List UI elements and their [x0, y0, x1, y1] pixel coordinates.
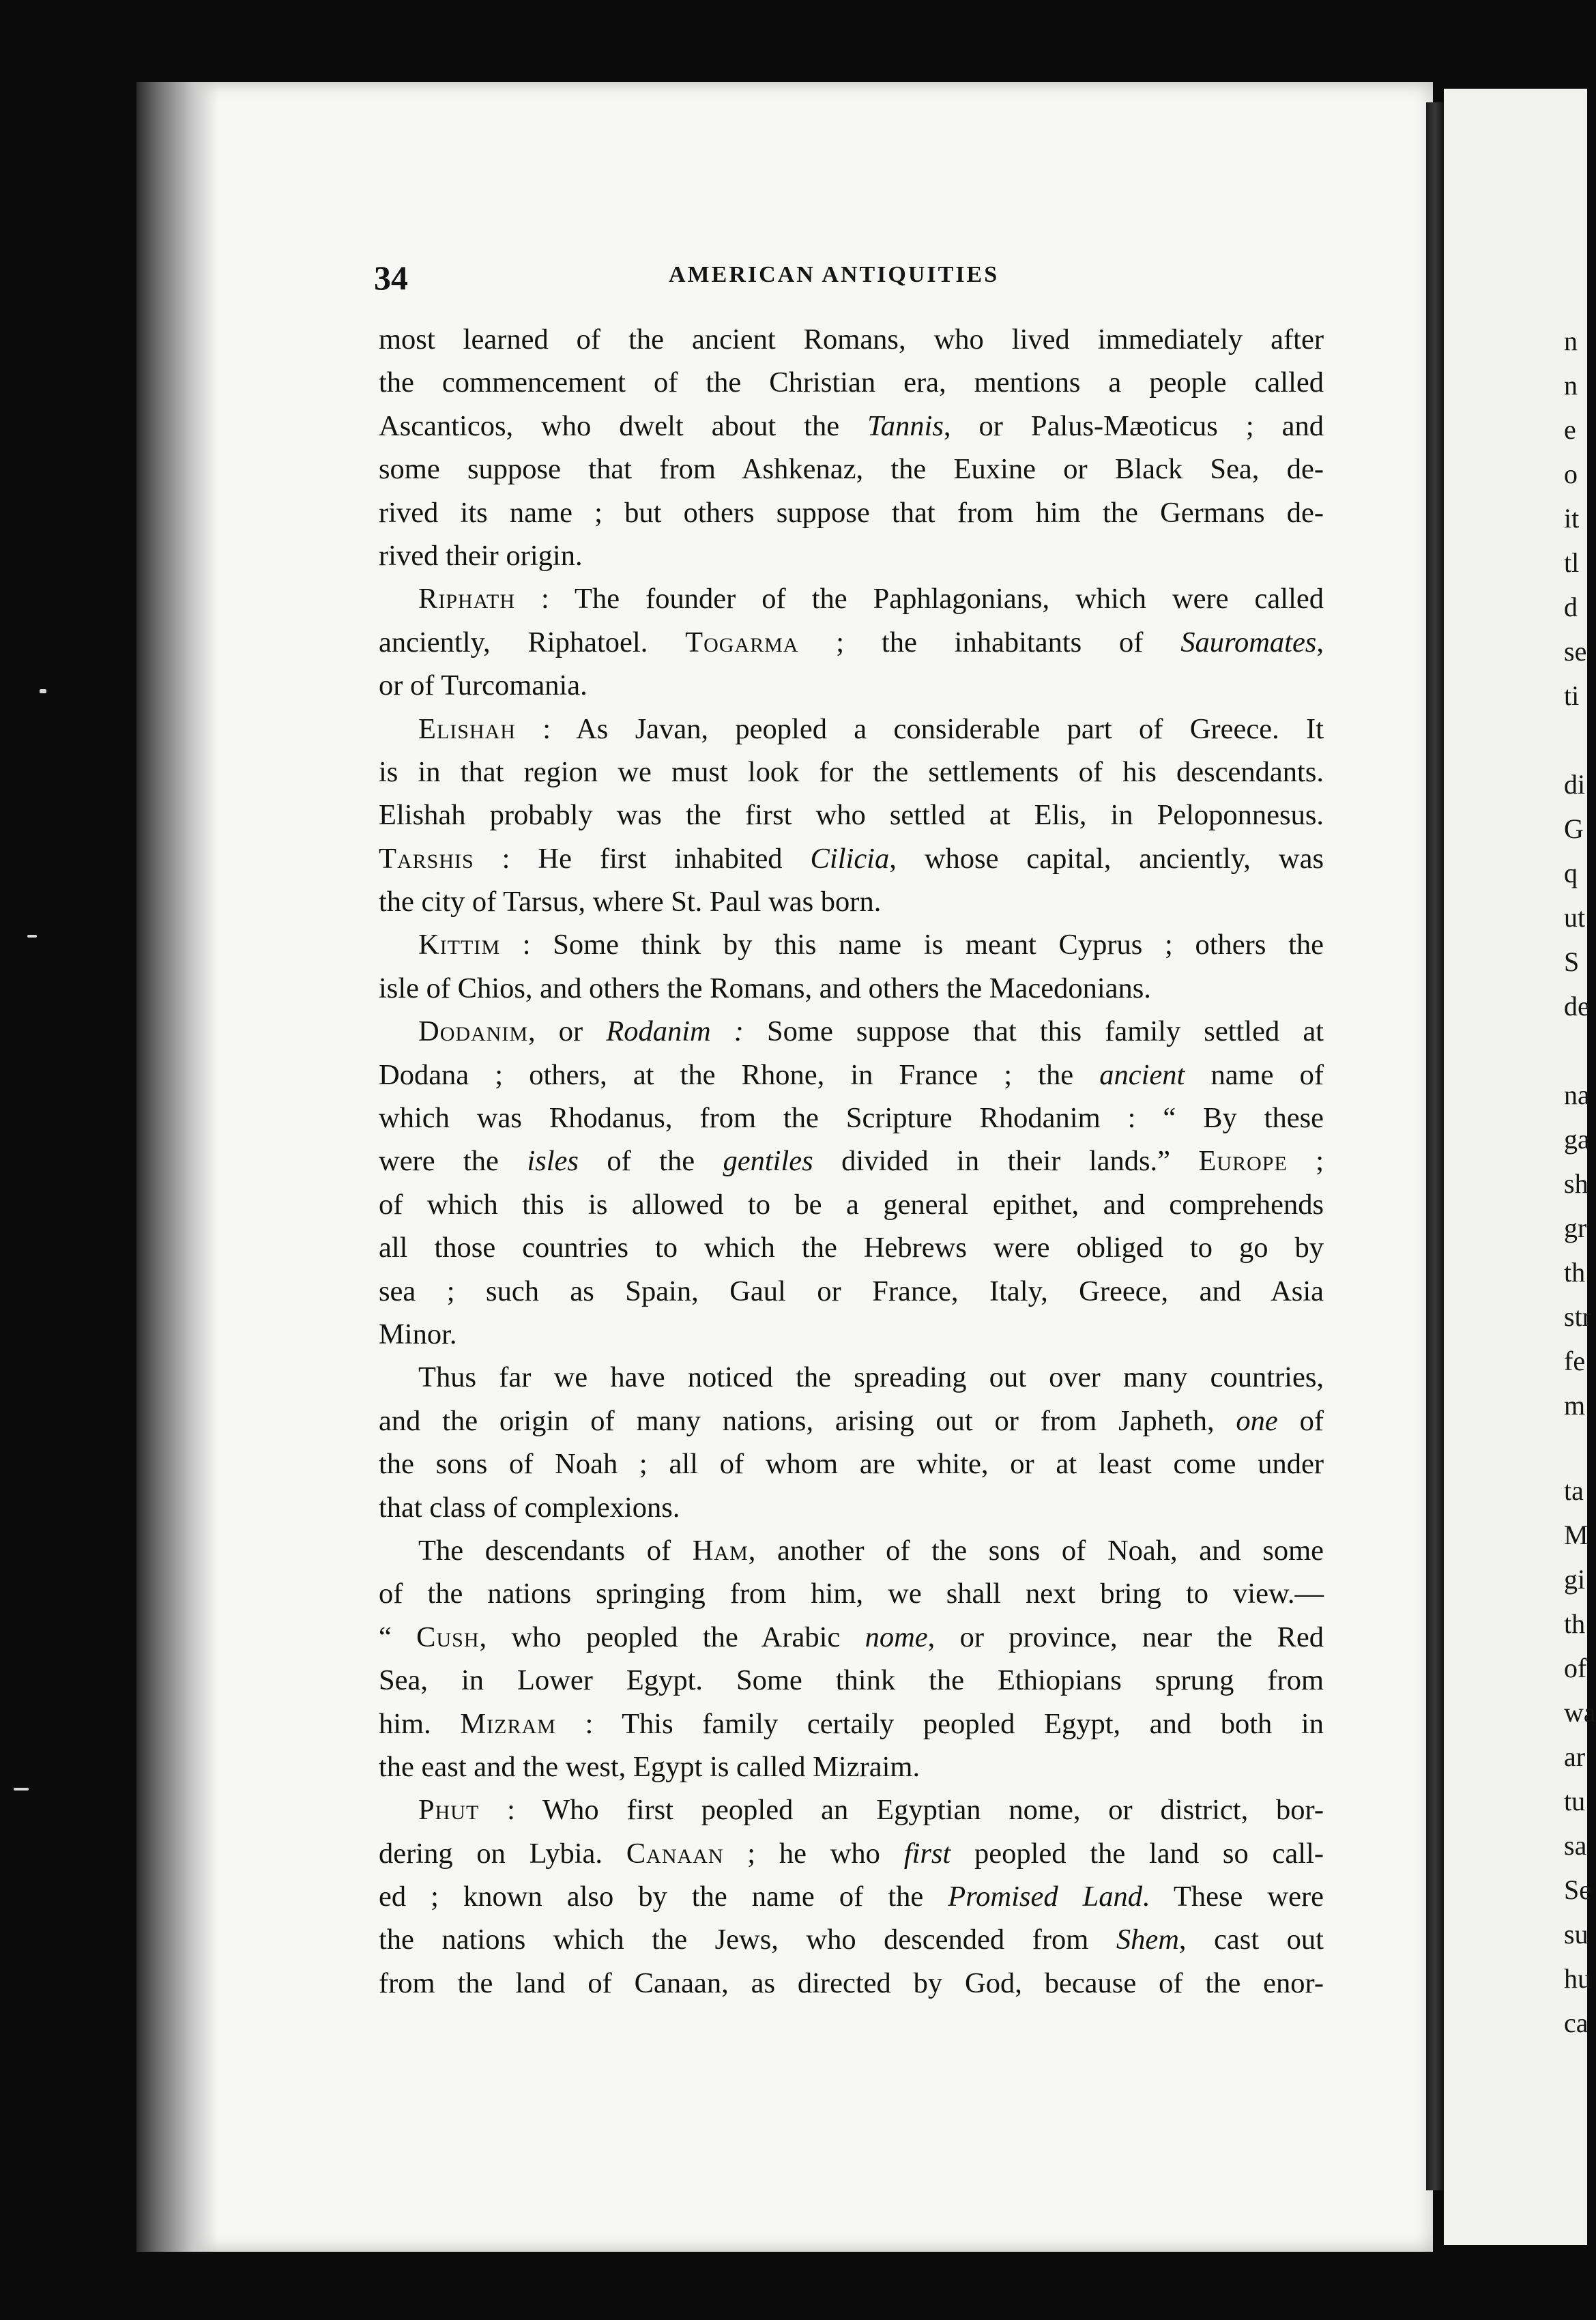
- facing-page-fragment: su: [1564, 1919, 1588, 1949]
- name-heading: Tarshis: [379, 842, 474, 875]
- text-line: [379, 923, 1324, 966]
- text-run: Minor.: [379, 1318, 457, 1350]
- facing-page-fragment: se: [1564, 636, 1587, 667]
- text-line: [379, 1400, 1324, 1442]
- facing-page-fragment: G: [1564, 813, 1584, 844]
- name-heading: Mizram: [460, 1707, 556, 1740]
- text-line: [379, 405, 1324, 448]
- facing-page-fragment: Se: [1564, 1874, 1591, 1905]
- facing-page-fragment: q: [1564, 858, 1578, 888]
- text-line: [379, 837, 1324, 880]
- text-run: ,: [1316, 626, 1324, 658]
- running-head: AMERICAN ANTIQUITIES: [669, 262, 1000, 287]
- text-run: and the origin of many nations, arising out or from Japheth,: [379, 1404, 1236, 1437]
- facing-page-fragment: it: [1564, 503, 1580, 534]
- text-line: [379, 621, 1324, 664]
- name-heading: Kittim: [418, 929, 500, 961]
- text-run: , or province, near the Red: [927, 1621, 1324, 1653]
- facing-page-fragment: o: [1564, 459, 1578, 489]
- name-heading: Dodanim: [418, 1015, 529, 1048]
- facing-page-fragment: ut: [1564, 902, 1586, 933]
- facing-page-fragment: n: [1564, 325, 1578, 356]
- text-run: , or Palus-Mæoticus ; and: [943, 409, 1324, 442]
- text-run: or of Turcomania.: [379, 669, 587, 702]
- text-line: [379, 967, 1324, 1010]
- text-run: the commencement of the Christian era, mentions a people called: [379, 366, 1324, 399]
- text-run: is in that region we must look for the settlements of his descendants.: [379, 755, 1324, 788]
- italic-phrase: first: [903, 1837, 951, 1870]
- facing-page-fragment: n: [1564, 370, 1578, 401]
- italic-phrase: Sauromates: [1180, 626, 1317, 658]
- text-run: rived their origin.: [379, 539, 583, 572]
- name-heading: Togarma: [685, 626, 799, 658]
- facing-page-fragment: di: [1564, 769, 1586, 800]
- text-line: [379, 1270, 1324, 1313]
- text-line: [379, 534, 1324, 577]
- text-run: : This family certaily peopled Egypt, and both in: [555, 1707, 1324, 1740]
- text-run: the sons of Noah ; all of whom are white, or at least come under: [379, 1448, 1324, 1481]
- text-run: , whose capital, anciently, was: [889, 842, 1324, 875]
- facing-page-fragment: ti: [1564, 680, 1580, 711]
- text-run: ed ; known also by the name of the: [379, 1881, 948, 1913]
- body-text: [379, 318, 1324, 2005]
- facing-page-fragment: str: [1564, 1301, 1591, 1332]
- text-line: [379, 1659, 1324, 1702]
- name-heading: Cush: [416, 1621, 480, 1653]
- text-line: [379, 491, 1324, 534]
- text-run: , cast out: [1178, 1924, 1324, 1956]
- text-run: ;: [1287, 1145, 1324, 1178]
- text-run: of: [1277, 1404, 1324, 1437]
- text-run: the city of Tarsus, where St. Paul was born.: [379, 886, 882, 918]
- text-line: [379, 448, 1324, 491]
- text-line: [379, 577, 1324, 620]
- facing-page-fragment: S: [1564, 946, 1580, 977]
- text-run: . These were: [1142, 1881, 1324, 1913]
- name-heading: Ham: [692, 1534, 749, 1567]
- text-run: were the: [379, 1145, 527, 1178]
- text-run: isle of Chios, and others the Romans, and others the Macedonians.: [379, 972, 1151, 1004]
- facing-page-fragment: tl: [1564, 547, 1580, 578]
- text-run: rived its name ; but others suppose that from him the Germans de-: [379, 496, 1324, 529]
- text-run: Dodana ; others, at the Rhone, in France ; the: [379, 1058, 1100, 1091]
- italic-phrase: Rodanim :: [606, 1015, 744, 1048]
- facing-page-fragment: ca: [1564, 2007, 1588, 2038]
- text-run: peopled the land so call-: [951, 1837, 1324, 1870]
- text-line: [379, 1918, 1324, 1961]
- text-run: Thus far we have noticed the spreading out over many countries,: [418, 1361, 1324, 1394]
- scan-speck: [14, 1788, 29, 1790]
- text-line: [379, 1529, 1324, 1572]
- text-line: [379, 1616, 1324, 1659]
- name-heading: Phut: [418, 1794, 480, 1827]
- text-line: [379, 1313, 1324, 1356]
- text-line: [379, 1788, 1324, 1831]
- text-run: of which this is allowed to be a general epithet, and comprehends: [379, 1188, 1324, 1221]
- text-line: [379, 1356, 1324, 1399]
- text-line: [379, 1572, 1324, 1615]
- text-line: [379, 1226, 1324, 1269]
- italic-phrase: Cilicia: [810, 842, 890, 875]
- text-run: , or: [528, 1015, 607, 1048]
- italic-phrase: nome: [865, 1621, 928, 1653]
- italic-phrase: Tannis: [867, 409, 944, 442]
- text-run: that class of complexions.: [379, 1491, 680, 1524]
- text-run: The descendants of: [418, 1534, 693, 1567]
- text-run: the nations which the Jews, who descended from: [379, 1924, 1116, 1956]
- scan-speck: [27, 935, 37, 938]
- facing-page-fragment: de: [1564, 991, 1590, 1021]
- scan-speck: [40, 689, 46, 693]
- italic-phrase: Promised Land: [948, 1881, 1143, 1913]
- text-run: : As Javan, peopled a considerable part of Greece. It: [515, 712, 1324, 745]
- name-heading: Riphath: [418, 583, 516, 615]
- facing-page-fragment: ta: [1564, 1475, 1584, 1506]
- text-run: : The founder of the Paphlagonians, which were called: [515, 583, 1324, 615]
- text-run: all those countries to which the Hebrews were obliged to go by: [379, 1232, 1324, 1264]
- facing-page-fragment: na: [1564, 1079, 1590, 1110]
- text-run: some suppose that from Ashkenaz, the Euxine or Black Sea, de-: [379, 453, 1324, 486]
- text-run: Ascanticos, who dwelt about the: [379, 409, 868, 442]
- facing-page-fragment: e: [1564, 414, 1576, 445]
- text-line: [379, 361, 1324, 404]
- text-run: anciently, Riphatoel.: [379, 626, 686, 658]
- facing-page-fragment: gr: [1564, 1213, 1587, 1243]
- text-run: divided in their lands.”: [813, 1145, 1199, 1178]
- text-line: [379, 1010, 1324, 1053]
- text-line: [379, 1702, 1324, 1745]
- text-line: [379, 1097, 1324, 1140]
- text-run: Some suppose that this family settled at: [743, 1015, 1324, 1048]
- text-run: most learned of the ancient Romans, who lived immediately after: [379, 323, 1324, 356]
- text-run: from the land of Canaan, as directed by God, because of the enor-: [379, 1967, 1324, 1999]
- text-line: [379, 1442, 1324, 1485]
- text-run: which was Rhodanus, from the Scripture Rhodanim : “ By these: [379, 1102, 1324, 1135]
- facing-page-fragment: ar: [1564, 1741, 1586, 1772]
- book-spine: [1426, 102, 1444, 2190]
- text-run: him.: [379, 1707, 461, 1740]
- text-run: Elishah probably was the first who settled at Elis, in Peloponnesus.: [379, 799, 1324, 832]
- text-line: [379, 1183, 1324, 1226]
- facing-page-fragment: M: [1564, 1520, 1588, 1550]
- facing-page-fragment: hu: [1564, 1963, 1591, 1994]
- facing-page-fragment: d: [1564, 592, 1578, 622]
- text-run: Sea, in Lower Egypt. Some think the Ethiopians sprung from: [379, 1664, 1324, 1697]
- text-run: of the: [578, 1145, 723, 1178]
- text-line: [379, 1486, 1324, 1529]
- italic-phrase: ancient: [1099, 1058, 1185, 1091]
- text-line: [379, 1875, 1324, 1918]
- text-run: the east and the west, Egypt is called Mizraim.: [379, 1750, 920, 1783]
- name-heading: Europe: [1198, 1145, 1288, 1178]
- facing-page-fragment: of: [1564, 1653, 1587, 1683]
- facing-page-fragment: gi: [1564, 1564, 1586, 1595]
- text-line: [379, 1962, 1324, 2005]
- italic-phrase: isles: [527, 1145, 579, 1178]
- facing-page-fragment: tu: [1564, 1786, 1586, 1816]
- text-run: : Who first peopled an Egyptian nome, or district, bor-: [479, 1794, 1324, 1827]
- facing-page-fragment: m: [1564, 1390, 1586, 1421]
- facing-page-fragment: th: [1564, 1257, 1586, 1288]
- text-line: [379, 1054, 1324, 1097]
- facing-page-fragment: sa: [1564, 1830, 1587, 1861]
- facing-page-fragment: wa: [1564, 1697, 1596, 1728]
- text-run: “: [379, 1621, 417, 1653]
- page-gutter-shadow: [136, 82, 218, 2252]
- text-run: dering on Lybia.: [379, 1837, 626, 1870]
- facing-page-fragment: sh: [1564, 1168, 1588, 1199]
- text-line: [379, 880, 1324, 923]
- text-line: [379, 1140, 1324, 1183]
- text-run: sea ; such as Spain, Gaul or France, Italy, Greece, and Asia: [379, 1275, 1324, 1307]
- text-line: [379, 794, 1324, 837]
- text-run: of the nations springing from him, we shall next bring to view.—: [379, 1578, 1324, 1610]
- name-heading: Elishah: [418, 712, 516, 745]
- italic-phrase: Shem: [1116, 1924, 1179, 1956]
- italic-phrase: one: [1236, 1404, 1278, 1437]
- facing-page-fragment: ga: [1564, 1124, 1590, 1155]
- page-number: 34: [374, 259, 408, 297]
- text-line: [379, 708, 1324, 751]
- text-line: [379, 1745, 1324, 1788]
- facing-page-fragment: th: [1564, 1608, 1586, 1639]
- text-line: [379, 1832, 1324, 1875]
- text-line: [379, 318, 1324, 361]
- text-run: , who peopled the Arabic: [479, 1621, 865, 1653]
- text-run: : He first inhabited: [474, 842, 811, 875]
- text-line: [379, 751, 1324, 794]
- text-run: ; the inhabitants of: [798, 626, 1181, 658]
- italic-phrase: gentiles: [723, 1145, 813, 1178]
- text-run: name of: [1185, 1058, 1324, 1091]
- name-heading: Canaan: [626, 1837, 724, 1870]
- facing-page-fragment: fe: [1564, 1346, 1586, 1376]
- text-run: : Some think by this name is meant Cyprus ; others the: [500, 929, 1324, 961]
- text-run: , another of the sons of Noah, and some: [748, 1534, 1324, 1567]
- text-line: [379, 664, 1324, 707]
- text-run: ; he who: [723, 1837, 904, 1870]
